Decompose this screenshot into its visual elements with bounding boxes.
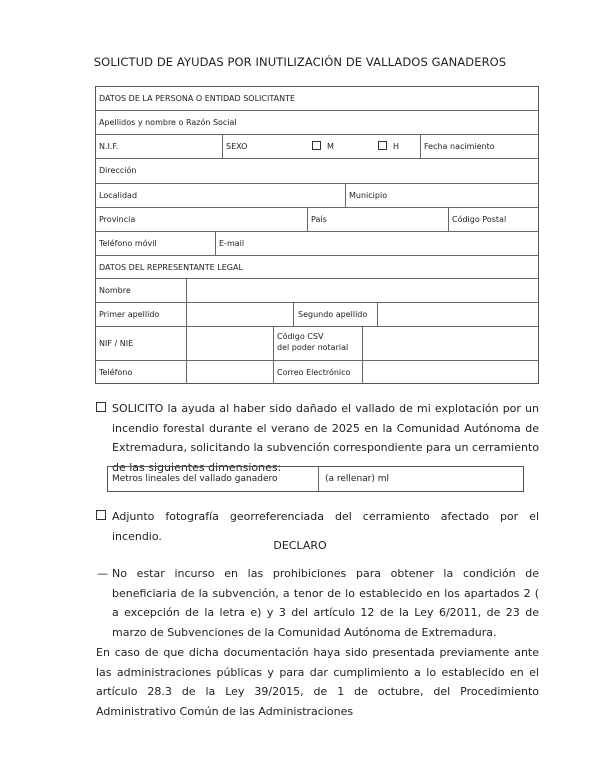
rep-first-name-label: Nombre: [99, 286, 131, 295]
postal-code-field-label: Código Postal: [452, 215, 507, 224]
name-field-label: Apellidos y nombre o Razón Social: [99, 118, 237, 127]
applicant-section-heading: DATOS DE LA PERSONA O ENTIDAD SOLICITANTE: [99, 94, 296, 103]
row-divider: [96, 134, 538, 135]
request-checkbox-wrap[interactable]: [96, 399, 111, 419]
col-divider: [362, 326, 363, 384]
rep-email-label: Correo Electrónico: [277, 368, 351, 377]
meters-value-field[interactable]: (a rellenar) ml: [325, 474, 390, 484]
mobile-field-label: Teléfono móvil: [99, 239, 157, 248]
attachment-checkbox[interactable]: [96, 510, 106, 520]
row-divider: [96, 255, 538, 256]
request-lead: SOLICITO: [112, 402, 164, 415]
attachment-checkbox-wrap[interactable]: [96, 507, 111, 527]
rep-csv-label: Código CSV del poder notarial: [277, 332, 349, 352]
col-divider: [222, 134, 223, 158]
col-divider: [215, 231, 216, 255]
request-text: la ayuda al haber sido dañado el vallado de mi explotación por un incendio forestal durante el verano de 2025 en la Comunidad Autónoma de Extremadura, solicitando la subvención correspondiente para un cerramiento de las siguientes dimensiones:: [112, 402, 539, 474]
meters-table: [107, 466, 524, 492]
row-divider: [96, 278, 538, 279]
row-divider: [96, 110, 538, 111]
rep-second-surname-label: Segundo apellido: [298, 310, 368, 319]
country-field-label: País: [311, 215, 327, 224]
sex-field-label: SEXO: [226, 142, 248, 151]
row-divider: [96, 302, 538, 303]
sex-option-h[interactable]: H: [378, 141, 399, 152]
sex-option-m[interactable]: M: [312, 141, 334, 152]
col-divider: [273, 326, 274, 384]
checkbox-h[interactable]: [378, 141, 387, 150]
row-divider: [96, 183, 538, 184]
rep-nif-nie-label: NIF / NIE: [99, 339, 134, 348]
col-divider: [345, 183, 346, 207]
locality-field-label: Localidad: [99, 191, 138, 200]
declaration-heading: DECLARO: [273, 539, 327, 552]
address-field-label: Dirección: [99, 166, 137, 175]
col-divider: [293, 302, 294, 326]
nif-field-label: N.I.F.: [99, 142, 119, 151]
col-divider: [307, 207, 308, 231]
rep-phone-label: Teléfono: [99, 368, 133, 377]
checkbox-m[interactable]: [312, 141, 321, 150]
closing-paragraph: En caso de que dicha documentación haya sido presentada previamente ante las administraciones públicas y para dar cumplimiento a lo establecido en el artículo 28.3 de la Ley 39/2015, de 1 de octubre, del Procedimiento Administrativo Común de las Administraciones: [96, 646, 539, 718]
declaration-item: No estar incurso en las prohibiciones para obtener la condición de beneficiaria de la subvención, a tenor de lo establecido en los apartados 2 ( a excepción de la letra e) y 3 del artículo 12 de la Ley 6/2011, de 23 de marzo de Subvenciones de la Comunidad Autónoma de Extremadura.: [112, 567, 539, 639]
row-divider: [96, 360, 538, 361]
representative-section-heading: DATOS DEL REPRESENTANTE LEGAL: [99, 263, 243, 272]
meters-label: Metros lineales del vallado ganadero: [112, 474, 278, 484]
col-divider: [377, 302, 378, 326]
row-divider: [96, 326, 538, 327]
applicant-form-table: [95, 86, 539, 384]
request-checkbox[interactable]: [96, 402, 106, 412]
row-divider: [96, 158, 538, 159]
document-title: SOLICTUD DE AYUDAS POR INUTILIZACIÓN DE VALLADOS GANADEROS: [93, 55, 507, 69]
rep-first-surname-label: Primer apellido: [99, 310, 160, 319]
birth-date-field-label: Fecha nacimiento: [424, 142, 495, 151]
col-divider: [318, 467, 319, 491]
attachment-text: Adjunto fotografía georreferenciada del cerramiento afectado por el incendio.: [112, 510, 539, 543]
col-divider: [448, 207, 449, 231]
row-divider: [96, 207, 538, 208]
email-field-label: E-mail: [219, 239, 245, 248]
col-divider: [420, 134, 421, 158]
municipality-field-label: Municipio: [349, 191, 388, 200]
col-divider: [186, 278, 187, 384]
declaration-bullet: —: [97, 567, 108, 580]
province-field-label: Provincia: [99, 215, 136, 224]
row-divider: [96, 231, 538, 232]
